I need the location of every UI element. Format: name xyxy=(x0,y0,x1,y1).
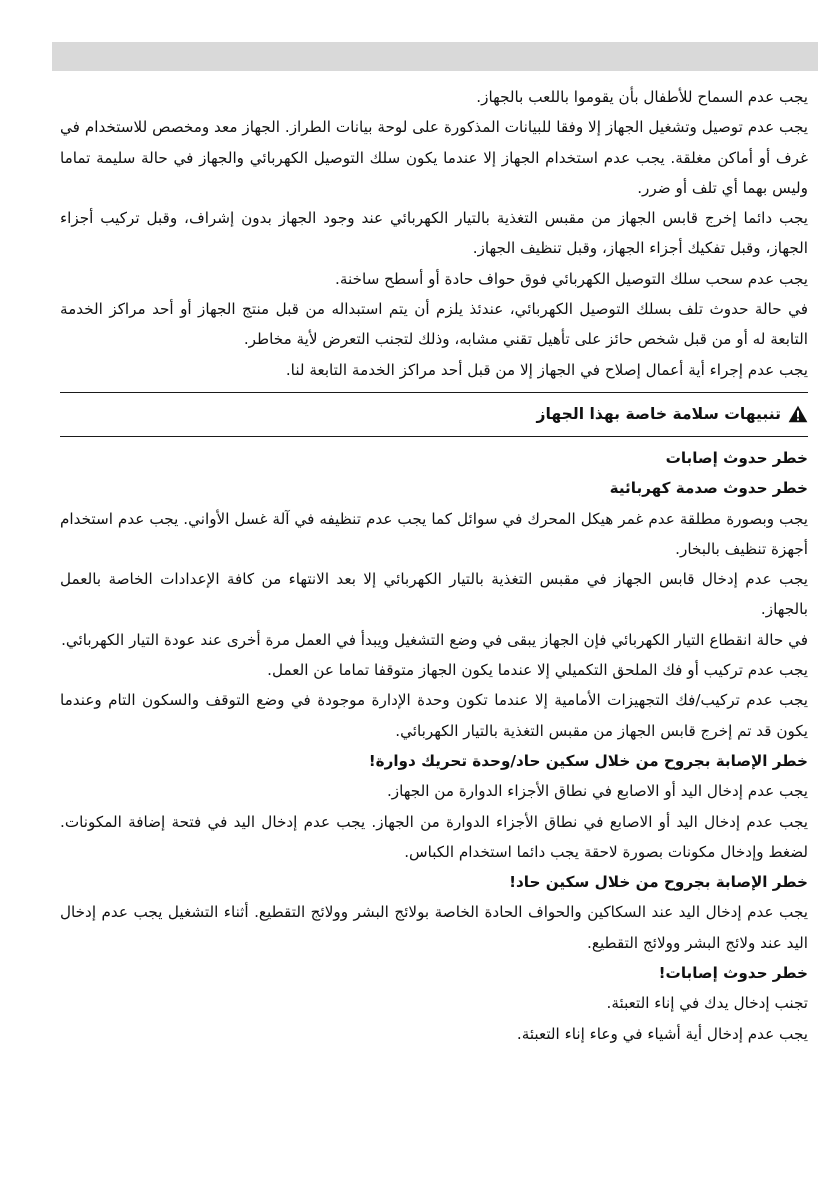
section-divider xyxy=(60,436,808,437)
safety-paragraph: يجب عدم تركيب أو فك الملحق التكميلي إلا عندما يكون الجهاز متوقفا تماما عن العمل. xyxy=(267,661,808,680)
hazard-heading: خطر الإصابة بجروح من خلال سكين حاد! xyxy=(509,873,808,892)
hazard-heading: خطر حدوث إصابات xyxy=(665,448,808,467)
safety-blocks xyxy=(60,443,808,1049)
section-heading xyxy=(60,399,808,429)
hazard-heading: خطر حدوث صدمة كهربائية xyxy=(609,479,808,498)
safety-paragraph: يجب عدم إدخال اليد أو الاصابع في نطاق الأجزاء الدوارة من الجهاز. يجب عدم إدخال اليد في فتحة إضافة المكونات. لضغط وإدخال مكونات بصورة لاحقة يجب دائما استخدام الكباس. xyxy=(60,812,808,861)
warning-triangle-icon xyxy=(788,405,808,423)
safety-paragraph: يجب عدم إدخال قابس الجهاز في مقبس التغذية بالتيار الكهربائي إلا بعد الانتهاء من كافة الإعدادات الخاصة بالعمل بالجهاز. xyxy=(60,570,808,619)
safety-paragraph: تجنب إدخال يدك في إناء التعبئة. xyxy=(606,994,808,1013)
intro-paragraph: يجب دائما إخرج قابس الجهاز من مقبس التغذية بالتيار الكهربائي عند وجود الجهاز بدون إشراف، وقبل تركيب أجزاء الجهاز، وقبل تفكيك أجزاء الجهاز، وقبل تنظيف الجهاز. xyxy=(60,209,808,258)
section-title: تنبيهات سلامة خاصة بهذا الجهاز xyxy=(536,404,781,423)
intro-paragraph: يجب عدم السماح للأطفال بأن يقوموا باللعب بالجهاز. xyxy=(476,88,808,106)
header-bar xyxy=(52,42,818,71)
safety-paragraph: يجب عدم تركيب/فك التجهيزات الأمامية إلا عندما تكون وحدة الإدارة موجودة في وضع التوقف والسكون التام وعندما يكون قد تم إخرج قابس الجهاز من مقبس التغذية بالتيار الكهربائي. xyxy=(60,691,808,740)
intro-paragraph: يجب عدم توصيل وتشغيل الجهاز إلا وفقا للبيانات المذكورة على لوحة بيانات الطراز. الجهاز معد ومخصص للاستخدام في غرف أو أماكن مغلقة. يجب عدم استخدام الجهاز إلا عندما يكون سلك التوصيل الكهربائي والجهاز في حالة سليمة تماما وليس بهما أي تلف أو ضرر. xyxy=(60,118,808,197)
intro-paragraph: يجب عدم سحب سلك التوصيل الكهربائي فوق حواف حادة أو أسطح ساخنة. xyxy=(335,269,808,288)
intro-paragraph: في حالة حدوث تلف بسلك التوصيل الكهربائي، عندئذ يلزم أن يتم استبداله من قبل منتج الجهاز أو أحد مراكز الخدمة التابعة له أو من قبل شخص حائز على تأهيل تقني مشابه، وذلك لتجنب التعرض لأية مخاطر. xyxy=(60,300,808,349)
safety-paragraph: يجب عدم إدخال أية أشياء في وعاء إناء التعبئة. xyxy=(516,1024,808,1043)
hazard-heading: خطر حدوث إصابات! xyxy=(658,964,808,983)
safety-paragraph: يجب وبصورة مطلقة عدم غمر هيكل المحرك في سوائل كما يجب عدم تنظيفه في آلة غسل الأواني. يجب عدم استخدام أجهزة تنظيف بالبخار. xyxy=(60,509,808,558)
hazard-heading: خطر الإصابة بجروح من خلال سكين حاد/وحدة تحريك دوارة! xyxy=(368,751,808,770)
safety-paragraph: يجب عدم إدخال اليد أو الاصابع في نطاق الأجزاء الدوارة من الجهاز. xyxy=(386,782,808,801)
document-body xyxy=(60,82,808,1049)
safety-paragraph: في حالة انقطاع التيار الكهربائي فإن الجهاز يبقى في وضع التشغيل ويبدأ في العمل مرة أخرى عند عودة التيار الكهربائي. xyxy=(61,630,808,649)
safety-paragraph: يجب عدم إدخال اليد عند السكاكين والحواف الحادة الخاصة بولائج البشر وولائج التقطيع. أثناء التشغيل يجب عدم إدخال اليد عند ولائج البشر وولائج التقطيع. xyxy=(60,903,808,952)
intro-paragraph: يجب عدم إجراء أية أعمال إصلاح في الجهاز إلا من قبل أحد مراكز الخدمة التابعة لنا. xyxy=(285,360,808,379)
section-divider xyxy=(60,392,808,393)
